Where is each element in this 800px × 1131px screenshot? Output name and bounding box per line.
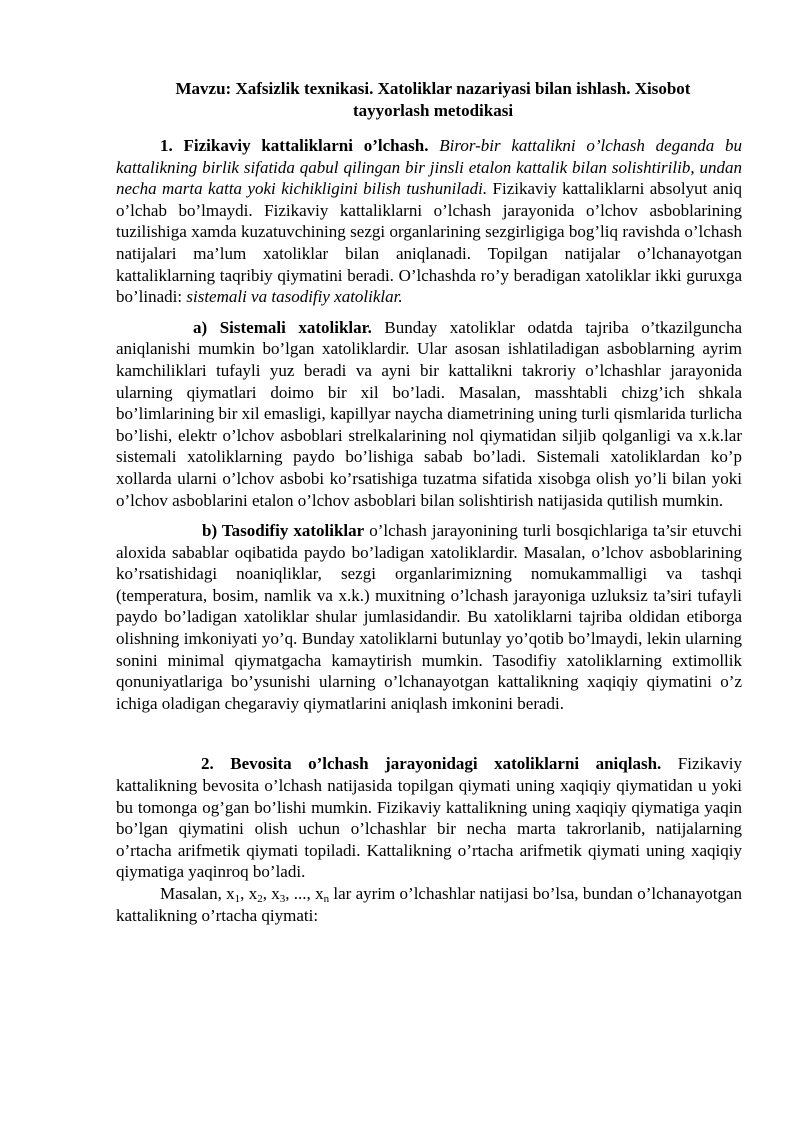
section-a-paragraph — [116, 317, 742, 511]
section-b-heading: b) Tasodifiy xatoliklar — [202, 521, 365, 541]
section-2-example: Masalan, $x_1$, $x_2$, $x_3$, ..., $x_n$ lar ayrim o’lchashlar natijasi bo’lsa, bundan o’lchanayotgan kattalikning o’rtacha qiymati: — [116, 884, 742, 925]
section-a-heading: a) Sistemali xatoliklar. — [193, 317, 372, 337]
section-1-definition: Biror-bir kattalikni o’lchash deganda bu kattalikning birlik sifatida qabul qilingan bir jinsli etalon kattalik bilan solishtirilib, undan necha marta katta yoki kichikligini bilish tushuniladi. — [116, 136, 742, 199]
document-page — [116, 78, 742, 926]
section-1-error-types: sistemali va tasodifiy xatoliklar. — [186, 287, 403, 307]
section-a-body: Bunday xatoliklar odatda tajriba o’tkazilguncha aniqlanishi mumkin bo’lgan xatoliklardir. Ular asosan ishlatiladigan asboblarning ayrim kamchiliklari tufayli yuz beradi va ayni bir kattalikni takroriy o’lchashlar jarayonida ularning qiymatlari doimo bir xil bo’ladi. Masalan, masshtabli chizg’ich shkala bo’limlarining bir xil emasligi, kapillyar naycha diametrining uning turli qismlarida turlicha bo’lishi, elektr o’lchov asboblari strelkalarining nol qiymatidan siljib qolganligi va x.k.lar sistemali xatoliklarning paydo bo’lishiga sabab bo’ladi. Sistemali xatoliklardan ko’p xollarda ularni o’lchov asbobi ko’rsatishiga tuzatma sifatida xisobga olish yo’li bilan yoki o’lchov asboblarini etalon o’lchov asboblari bilan solishtirish natijasida qutilish mumkin. — [116, 317, 742, 510]
section-2-example-text: lar ayrim o’lchashlar natijasi bo’lsa, bundan o’lchanayotgan kattalikning o’rtacha qiymati: — [116, 884, 742, 925]
section-2-body: Fizikaviy kattalikning bevosita o’lchash natijasida topilgan qiymati uning xaqiqiy qiymatidan u yoki bu tomonga og’gan bo’lishi mumkin. Fizikaviy kattalikning uning xaqiqiy qiymatiga yaqin bo’lgan qiymatini olish uchun o’lchashlar bir necha marta takrorlanib, natijalarning o’rtacha arifmetik qiymati topiladi. Kattalikning o’rtacha arifmetik qiymati uning xaqiqiy qiymatiga yaqinroq bo’ladi. — [116, 754, 743, 882]
section-b-paragraph — [116, 520, 742, 714]
section-1-body: Fizikaviy kattaliklarni absolyut aniq o’lchab bo’lmaydi. Fizikaviy kattaliklarni o’lchash jarayonida o’lchov asboblarining tuzilishiga xamda kuzatuvchining sezgi organlarining sezgirligiga bog’liq ravishda o’lchash natijalari ma’lum xatoliklar bilan aniqlanadi. Topilgan natijalar o’lchanayotgan kattaliklarning taqribiy qiymatini beradi. O’lchashda ro’y beradigan xatoliklar ikki guruxga bo’linadi: — [116, 179, 743, 307]
section-1-heading: 1. Fizikaviy kattaliklarni o’lchash. — [160, 136, 429, 155]
section-2-heading: 2. Bevosita o’lchash jarayonidagi xatoliklarni aniqlash. — [201, 754, 662, 774]
section-1-paragraph — [116, 135, 742, 308]
section-b-body: o’lchash jarayonining turli bosqichlariga ta’sir etuvchi aloxida sabablar oqibatida paydo bo’ladigan xatoliklardir. Masalan, o’lchov asboblarining ko’rsatishidagi noaniqliklar, sezgi organlarimizning nomukammalligi va tashqi (temperatura, bosim, namlik va x.k.) muxitning o’lchash jarayoniga uzluksiz ta’siri tufayli paydo bo’ladigan xatoliklar shular jumlasidandir. Bu xatoliklarni tajriba oldidan etiborga olishning imkoniyati yo’q. Bunday xatoliklarni butunlay yo’qotib bo’lmaydi, lekin ularning sonini minimal qiymatgacha kamaytirish mumkin. Tasodifiy xatoliklarning extimollik qonuniyatlariga bo’ysunishi ularning o’lchanayotgan kattalikning xaqiqiy qiymatini o’z ichiga oladigan chegaraviy qiymatlarini aniqlash imkonini beradi. — [116, 521, 742, 713]
section-2-paragraph — [116, 753, 742, 883]
page-title: Mavzu: Xafsizlik texnikasi. Xatoliklar nazariyasi bilan ishlash. Xisobot tayyorlash metodikasi — [175, 79, 691, 120]
